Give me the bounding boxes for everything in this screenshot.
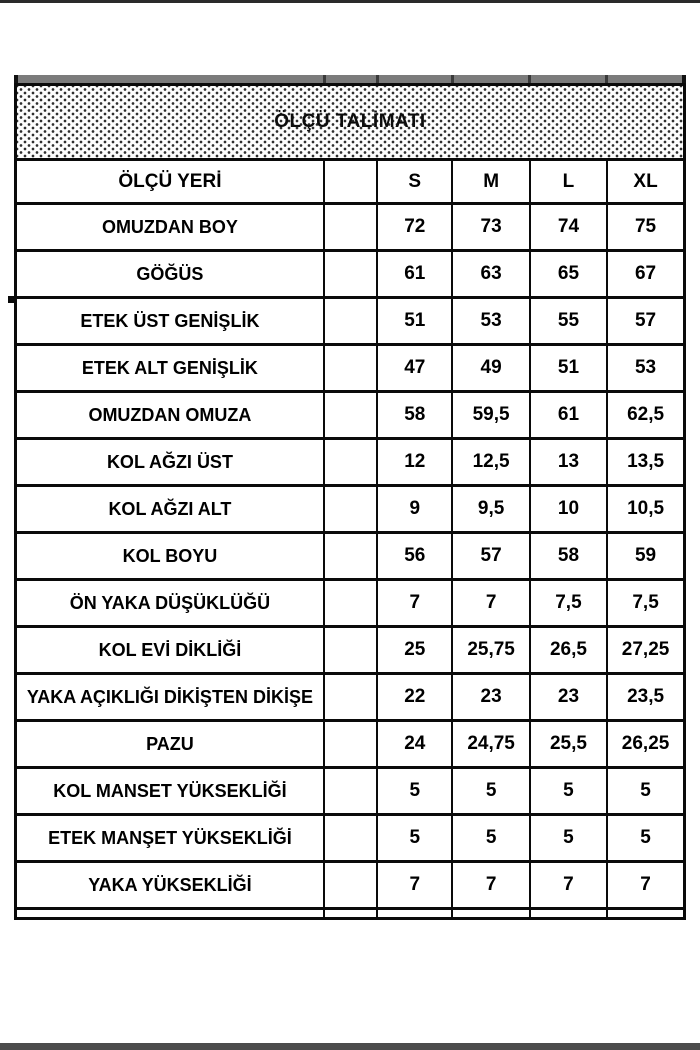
spacer-cell bbox=[324, 439, 377, 486]
measurement-value: 5 bbox=[377, 815, 452, 862]
measurement-value: 26,5 bbox=[530, 627, 607, 674]
measurement-value: 12,5 bbox=[452, 439, 529, 486]
measurement-value: 72 bbox=[377, 204, 452, 251]
spacer-cell bbox=[324, 674, 377, 721]
spacer-cell bbox=[324, 392, 377, 439]
measurement-value: 63 bbox=[452, 251, 529, 298]
spacer-cell bbox=[324, 862, 377, 909]
edge-cap-left bbox=[14, 75, 18, 83]
measurement-value: 26,25 bbox=[607, 721, 684, 768]
measurement-value: 55 bbox=[530, 298, 607, 345]
size-header-l: L bbox=[530, 160, 607, 204]
measurement-label: ETEK ALT GENİŞLİK bbox=[16, 345, 324, 392]
table-title-band bbox=[14, 83, 686, 158]
spacer-cell bbox=[324, 160, 377, 204]
edge-cap-right bbox=[682, 75, 686, 83]
measurement-value: 65 bbox=[530, 251, 607, 298]
measurement-row bbox=[16, 204, 685, 251]
border-artifact bbox=[8, 296, 17, 303]
table-header-row bbox=[16, 160, 685, 204]
measurement-label: YAKA AÇIKLIĞI DİKİŞTEN DİKİŞE bbox=[16, 674, 324, 721]
measurement-value: 57 bbox=[607, 298, 684, 345]
measurement-value: 75 bbox=[607, 204, 684, 251]
measurement-value: 49 bbox=[452, 345, 529, 392]
measurement-value: 22 bbox=[377, 674, 452, 721]
measurement-value: 5 bbox=[530, 815, 607, 862]
column-tick bbox=[605, 75, 608, 83]
measurement-value: 13 bbox=[530, 439, 607, 486]
measurement-value: 23,5 bbox=[607, 674, 684, 721]
measurement-value: 5 bbox=[452, 815, 529, 862]
measurement-row bbox=[16, 392, 685, 439]
sliver-cell bbox=[530, 909, 607, 919]
measurement-value: 23 bbox=[530, 674, 607, 721]
measurement-value: 58 bbox=[530, 533, 607, 580]
measurement-row bbox=[16, 439, 685, 486]
spacer-cell bbox=[324, 251, 377, 298]
measurement-row bbox=[16, 768, 685, 815]
measurement-value: 58 bbox=[377, 392, 452, 439]
measurement-value: 7 bbox=[530, 862, 607, 909]
measurement-value: 53 bbox=[452, 298, 529, 345]
measurement-row bbox=[16, 533, 685, 580]
measurement-value: 5 bbox=[607, 768, 684, 815]
measurement-value: 7 bbox=[377, 580, 452, 627]
measurement-row bbox=[16, 251, 685, 298]
sliver-cell bbox=[16, 909, 324, 919]
column-tick bbox=[323, 75, 326, 83]
spacer-cell bbox=[324, 627, 377, 674]
table-bottom-sliver-row bbox=[16, 909, 685, 919]
measurement-value: 7 bbox=[452, 862, 529, 909]
table-top-edge bbox=[14, 75, 686, 83]
measurement-value: 10 bbox=[530, 486, 607, 533]
measurement-value: 59 bbox=[607, 533, 684, 580]
spacer-cell bbox=[324, 580, 377, 627]
measurement-label: OMUZDAN BOY bbox=[16, 204, 324, 251]
size-header-xl: XL bbox=[607, 160, 684, 204]
measurement-label: PAZU bbox=[16, 721, 324, 768]
measure-header-cell: ÖLÇÜ YERİ bbox=[16, 160, 324, 204]
measurement-value: 9,5 bbox=[452, 486, 529, 533]
measurement-value: 74 bbox=[530, 204, 607, 251]
measurement-value: 67 bbox=[607, 251, 684, 298]
measurement-row bbox=[16, 486, 685, 533]
measurement-label: OMUZDAN OMUZA bbox=[16, 392, 324, 439]
measurement-row bbox=[16, 580, 685, 627]
measurement-row bbox=[16, 862, 685, 909]
measurement-value: 24,75 bbox=[452, 721, 529, 768]
spacer-cell bbox=[324, 204, 377, 251]
measurement-value: 51 bbox=[530, 345, 607, 392]
measurement-value: 62,5 bbox=[607, 392, 684, 439]
measurement-value: 61 bbox=[530, 392, 607, 439]
measurement-value: 7,5 bbox=[530, 580, 607, 627]
column-tick bbox=[528, 75, 531, 83]
measurement-value: 24 bbox=[377, 721, 452, 768]
measurement-label: KOL AĞZI ALT bbox=[16, 486, 324, 533]
measurement-label: ÖN YAKA DÜŞÜKLÜĞÜ bbox=[16, 580, 324, 627]
measurement-value: 47 bbox=[377, 345, 452, 392]
measurement-value: 5 bbox=[452, 768, 529, 815]
sliver-cell bbox=[452, 909, 529, 919]
measurement-value: 57 bbox=[452, 533, 529, 580]
page-bottom-bar bbox=[0, 1043, 700, 1050]
measurement-value: 25,5 bbox=[530, 721, 607, 768]
measurement-value: 27,25 bbox=[607, 627, 684, 674]
measurement-value: 53 bbox=[607, 345, 684, 392]
measurement-row bbox=[16, 627, 685, 674]
size-chart bbox=[14, 75, 686, 920]
sliver-cell bbox=[607, 909, 684, 919]
measurement-value: 12 bbox=[377, 439, 452, 486]
measurement-label: KOL MANSET YÜKSEKLİĞİ bbox=[16, 768, 324, 815]
measurement-row bbox=[16, 345, 685, 392]
measurement-row bbox=[16, 815, 685, 862]
measurement-label: KOL AĞZI ÜST bbox=[16, 439, 324, 486]
spacer-cell bbox=[324, 768, 377, 815]
measurement-row bbox=[16, 674, 685, 721]
column-tick bbox=[376, 75, 379, 83]
measurement-value: 59,5 bbox=[452, 392, 529, 439]
measurement-value: 25 bbox=[377, 627, 452, 674]
measurement-label: ETEK ÜST GENİŞLİK bbox=[16, 298, 324, 345]
spacer-cell bbox=[324, 721, 377, 768]
measurement-value: 7,5 bbox=[607, 580, 684, 627]
column-tick bbox=[451, 75, 454, 83]
spacer-cell bbox=[324, 298, 377, 345]
measurement-value: 5 bbox=[377, 768, 452, 815]
measurement-label: ETEK MANŞET YÜKSEKLİĞİ bbox=[16, 815, 324, 862]
measurement-value: 5 bbox=[530, 768, 607, 815]
spacer-cell bbox=[324, 486, 377, 533]
measurement-row bbox=[16, 721, 685, 768]
table-title: ÖLÇÜ TALİMATI bbox=[274, 111, 426, 132]
sliver-cell bbox=[324, 909, 377, 919]
measurement-value: 56 bbox=[377, 533, 452, 580]
size-header-s: S bbox=[377, 160, 452, 204]
measurement-value: 13,5 bbox=[607, 439, 684, 486]
measurement-row bbox=[16, 298, 685, 345]
measurement-table bbox=[14, 158, 686, 920]
measurement-value: 51 bbox=[377, 298, 452, 345]
spacer-cell bbox=[324, 815, 377, 862]
measurement-label: GÖĞÜS bbox=[16, 251, 324, 298]
measurement-value: 7 bbox=[377, 862, 452, 909]
measurement-value: 73 bbox=[452, 204, 529, 251]
measurement-label: KOL EVİ DİKLİĞİ bbox=[16, 627, 324, 674]
measurement-value: 23 bbox=[452, 674, 529, 721]
page-top-bar bbox=[0, 0, 700, 3]
measurement-value: 10,5 bbox=[607, 486, 684, 533]
measurement-value: 9 bbox=[377, 486, 452, 533]
measurement-value: 25,75 bbox=[452, 627, 529, 674]
spacer-cell bbox=[324, 533, 377, 580]
measurement-value: 5 bbox=[607, 815, 684, 862]
sliver-cell bbox=[377, 909, 452, 919]
spacer-cell bbox=[324, 345, 377, 392]
size-header-m: M bbox=[452, 160, 529, 204]
measurement-value: 7 bbox=[607, 862, 684, 909]
measurement-label: YAKA YÜKSEKLİĞİ bbox=[16, 862, 324, 909]
measurement-value: 61 bbox=[377, 251, 452, 298]
measurement-value: 7 bbox=[452, 580, 529, 627]
measurement-label: KOL BOYU bbox=[16, 533, 324, 580]
